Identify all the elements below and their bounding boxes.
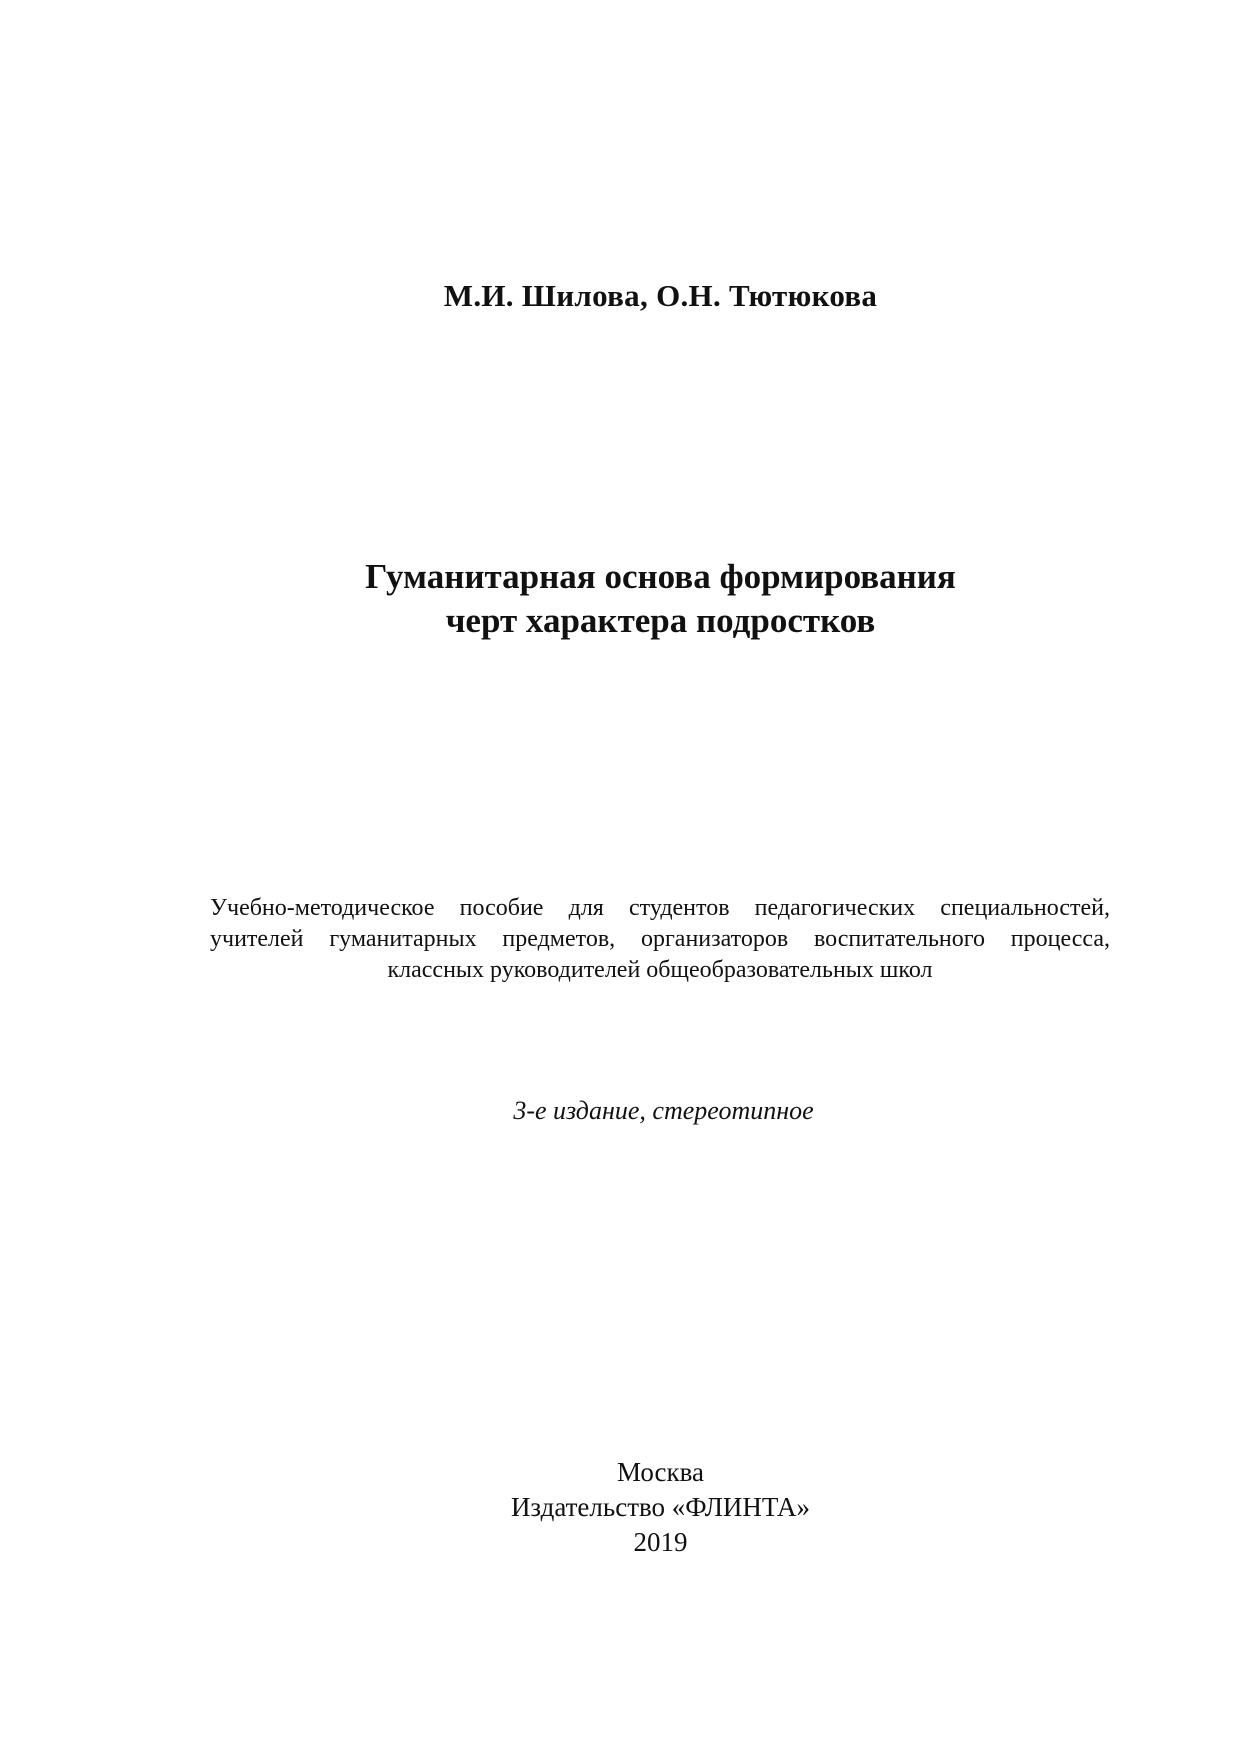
book-authors: М.И. Шилова, О.Н. Тютюкова	[443, 278, 878, 313]
book-subtitle-line-1: Учебно-методическое пособие для студентов педагогических специальностей,	[210, 895, 1110, 921]
book-title-line-1: Гуманитарная основа формирования	[365, 557, 956, 596]
book-subtitle-line-3: классных руководителей общеобразовательных школ	[387, 957, 933, 983]
book-title-line-2: черт характера подростков	[445, 601, 876, 640]
book-title	[0, 555, 1241, 643]
book-subtitle-line-2: учителей гуманитарных предметов, организаторов воспитательного процесса,	[210, 926, 1110, 952]
imprint	[0, 1455, 1241, 1560]
imprint-year: 2019	[633, 1527, 688, 1557]
book-subtitle	[210, 893, 1110, 986]
edition-note: 3-е издание, стереотипное	[513, 1096, 814, 1125]
imprint-city: Москва	[617, 1457, 704, 1487]
imprint-publisher: Издательство «ФЛИНТА»	[510, 1492, 811, 1522]
